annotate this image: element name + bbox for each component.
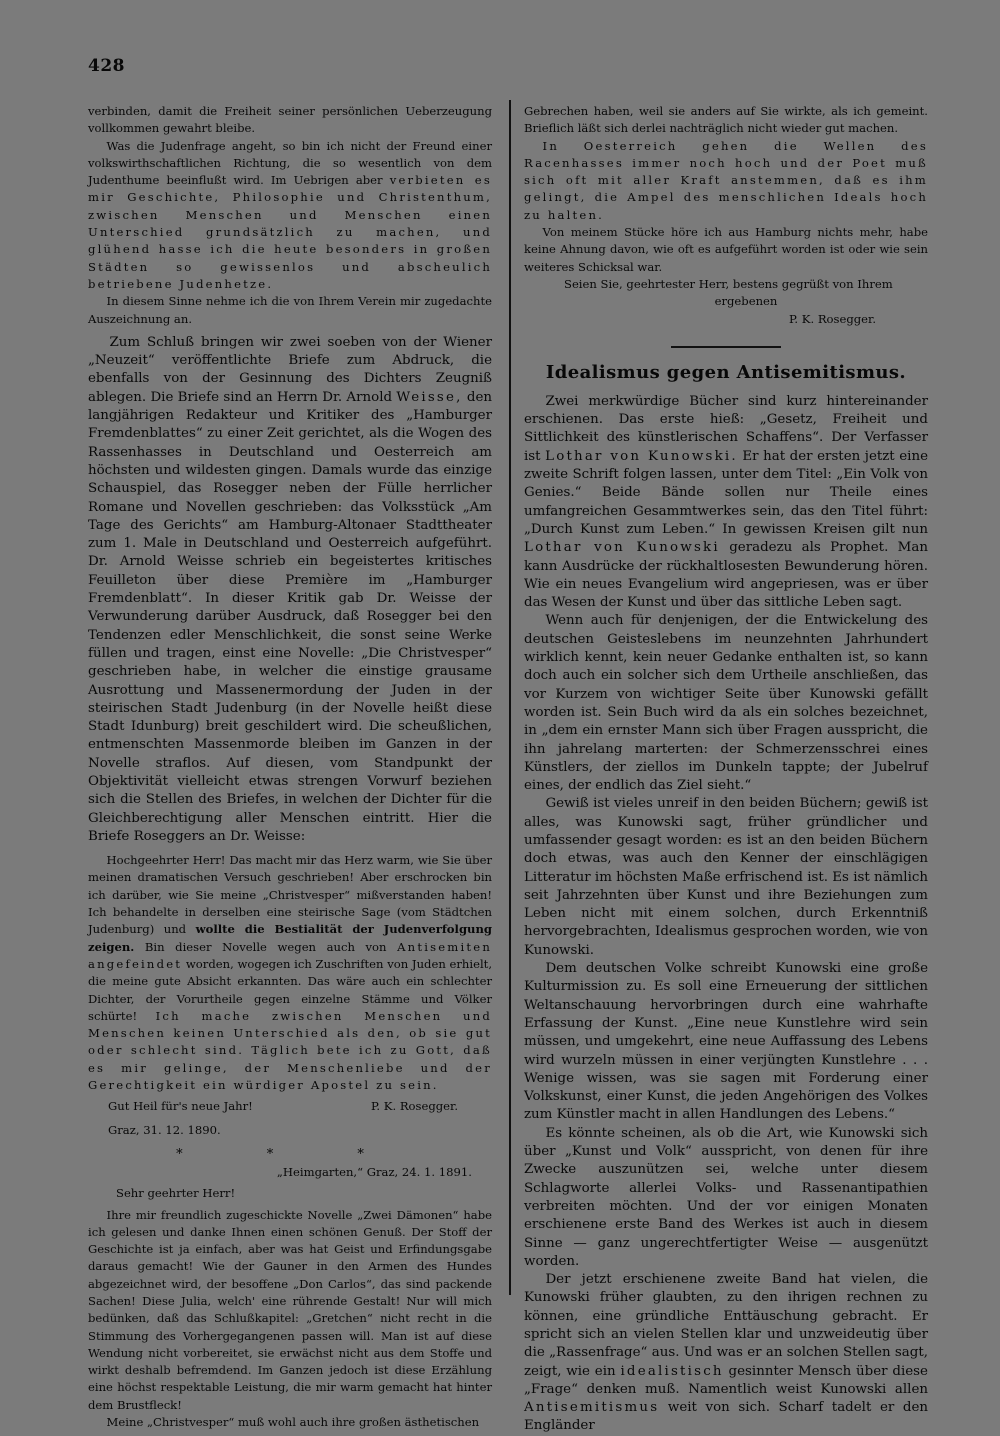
spaced-text: Ich mache zwischen Menschen und Menschen keinen Unterschied als den, ob sie gut oder schlecht sind. Täglich bete ich zu Gott, daß es mir gelinge, der Menschenliebe und der Gerechtigkeit ein würdiger Apostel zu sein. xyxy=(88,1008,492,1093)
paragraph: Wenn auch für denjenigen, der die Entwickelung des deutschen Geisteslebens im neunzehnten Jahrhundert wirklich kennt, kein neuer Gedanke enthalten ist, so kann doch auch ein solcher sich dem Urtheile anschließen, das vor Kurzem von wichtiger Seite über Kunowski gefällt worden ist. Sein Buch wird da als ein solches bezeichnet, in „dem ein ernster Mann sich über Fragen ausspricht, die ihn jahrelang marterten: der Schmerzensschrei eines Künstlers, der ziellos im Dunkeln tappte; der Jubelruf eines, der endlich das Ziel sieht.“ xyxy=(524,613,928,794)
paragraph xyxy=(524,393,928,613)
spaced-text: verbieten es mir Geschichte, Philosophie und Christenthum, zwischen Menschen und Menschen einen Unterschied grundsätzlich zu machen, und glühend hasse ich die heute besonders in großen Städten so gewissenlos und abscheulich betriebene Judenhetze. xyxy=(88,173,492,291)
page-number: 428 xyxy=(88,56,125,76)
text: geradezu als Prophet. Man kann Ausdrücke der rückhaltlosesten Bewunderung hören. Wie ein neues Evangelium wird angepriesen, was er über das Wesen der Kunst und über das sittliche Leben sagt. xyxy=(524,540,928,611)
text: Der jetzt erschienene zweite Band hat vielen, die Kunowski früher glaubten, zu den ihrigen rechnen zu können, eine gründliche Enttäuschung gebracht. Er spricht sich an vielen Stellen klar und unzweideutig über die „Rassenfrage“ aus. Und was er an solchen Stellen sagt, zeigt, wie ein xyxy=(524,1272,928,1379)
paragraph: verbinden, damit die Freiheit seiner persönlichen Ueberzeugung vollkommen gewahrt bleibe. xyxy=(88,104,492,136)
paragraph xyxy=(524,1271,928,1436)
text: Er hat der ersten jetzt eine zweite Schrift folgen lassen, unter dem Titel: „Ein Volk von Genies.“ Beide Bände sollen nur Theile eines umfangreichen Gesammtwerkes sein, das den Titel führt: „Durch Kunst zum Leben.“ In gewissen Kreisen gilt nun xyxy=(524,448,928,537)
spaced-text: Antisemitismus xyxy=(524,1400,660,1416)
letter-paragraph: Meine „Christvesper“ muß wohl auch ihre großen ästhetischen xyxy=(106,1415,480,1430)
text: Bin dieser Novelle wegen auch von xyxy=(144,939,387,954)
section-separator xyxy=(671,346,781,348)
text: gesinnter Mensch über diese „Frage“ denken muß. Namentlich weist Kunowski allen xyxy=(524,1363,928,1397)
text: weit von sich. Scharf tadelt er den Engländer xyxy=(524,1400,929,1434)
text: Zum Schluß bringen wir zwei soeben von der Wiener „Neuzeit“ veröffentlichte Briefe zum Abdruck, die ebenfalls von der Gesinnung des Dichters Zeugniß ablegen. Die Briefe sind an Herrn Dr. Arnold xyxy=(88,334,492,405)
text: den langjährigen Redakteur und Kritiker des „Hamburger Fremdenblattes“ zu einer Zeit gerichtet, als die Wogen des Rassenhasses in Deutschland und Oesterreich am höchsten und wildesten gingen. Damals wurde das einzige Schauspiel, das Rosegger neben der Fülle herrlicher Romane und Novellen geschrieben: das Volksstück „Am Tage des Gerichts“ am Hamburg-Altonaer Stadttheater zum 1. Male in Deutschland und Oesterreich aufgeführt. Dr. Arnold Weisse schrieb ein begeistertes kritisches Feuilleton über diese Première im „Hamburger Fremdenblatt“. In dieser Kritik gab Dr. Weisse der Verwunderung darüber Ausdruck, daß Rosegger bei den Tendenzen edler Menschlichkeit, die sonst seine Werke füllen und tragen, einst eine Novelle: „Die Christvesper“ geschrieben habe, in welcher die einstige grausame Ausrottung und Massenermordung der Juden in der steirischen Stadt Judenburg (in der Novelle heißt diese Stadt Idunburg) breit geschildert wird. Die scheußlichen, entmenschten Massenmorde bleiben im Ganzen in der Novelle straflos. Auf diesen, vom Standpunkt der Objektivität vielleicht etwas strengen Vorwurf beziehen sich die Stellen des Briefes, in welchen der Dichter für die Gleichberechtigung aller Menschen eintritt. Hier die Briefe Roseggers an Dr. Weisse: xyxy=(88,389,492,844)
letter-date: Graz, 31. 12. 1890. xyxy=(108,1122,221,1137)
text: Hochgeehrter Herr! Das macht mir das Herz warm, wie Sie über meinen dramatischen Versuch geschrieben! Aber erschrocken bin ich darüber, wie Sie meine „Christvesper“ mißverstanden haben! Ich behandelte in derselben eine steirische Sage (vom Städtchen Judenburg) und xyxy=(88,853,492,937)
letter-paragraph: Von meinem Stücke höre ich aus Hamburg nichts mehr, habe keine Ahnung davon, wie oft es aufgeführt worden ist oder wie sein weiteres Schicksal war. xyxy=(524,225,928,274)
spaced-text: Antisemiten angefeindet xyxy=(88,939,492,971)
paragraph: Gewiß ist vieles unreif in den beiden Büchern; gewiß ist alles, was Kunowski sagt, früher gründlicher und umfassender gesagt worden: es ist an den beiden Büchern doch etwas, was auch den Kenner der einschlägigen Litteratur im höchsten Maße erfrischend ist. Es ist nämlich seit Jahrzehnten über Kunst und ihre Beziehungen zum Leben nicht mit einem solchen, durch Erkenntniß hervorgebrachten, Idealismus gesprochen worden, wie von Kunowski. xyxy=(524,796,928,958)
right-column xyxy=(524,103,929,1434)
text: worden, wogegen ich Zuschriften von Juden erhielt, die meine gute Absicht erkannten. Das wäre auch ein schlechter Dichter, der Vorurtheile gegen einzelne Stämme und Völker schürte! xyxy=(88,956,492,1023)
paragraph: Es könnte scheinen, als ob die Art, wie Kunowski sich über „Kunst und Volk“ ausspricht, von denen für ihre Zwecke auszunützen sei, welche unter diesem Schlagworte allerlei Volks- und Rassenantipathien verbreiten möchten. Und der vor einigen Monaten erschienene erste Band des Werkes ist auch in diesem Sinne — ganz ungerechtfertigter Weise — ausgenützt worden. xyxy=(524,1125,928,1269)
bold-text: wollte die Bestialität der Judenverfolgung zeigen. xyxy=(88,922,493,954)
spaced-name: Lothar von Kunowski. xyxy=(545,448,738,464)
separator-stars: * * * xyxy=(176,1146,404,1162)
letter-closing xyxy=(88,1098,492,1115)
letter-paragraph: Ihre mir freundlich zugeschickte Novelle „Zwei Dämonen“ habe ich gelesen und danke Ihnen einen schönen Genuß. Der Stoff der Geschichte ist ja einfach, aber was hat Geist und Erfindungsgabe daraus gemacht! Wie der Gauner in den Armen des Hundes abgezeichnet wird, der besoffene „Don Carlos“, das sind packende Sachen! Diese Julia, welch' eine rührende Gestalt! Nur will mich bedünken, daß das Schlußkapitel: „Gretchen“ nicht recht in die Stimmung des Vorhergegangenen passen will. Man ist auf diese Wendung nicht vorbereitet, sie erwächst nicht aus dem Stoffe und wirkt deshalb befremdend. Im Ganzen jedoch ist diese Erzählung eine höchst respektable Leistung, die mir warm gemacht hat hinter dem Brustfleck! xyxy=(88,1207,492,1412)
paragraph xyxy=(88,138,492,294)
left-column xyxy=(88,103,493,1430)
text: Zwei merkwürdige Bücher sind kurz hintereinander erschienen. Das erste hieß: „Gesetz, Freiheit und Sittlichkeit des künstlerischen Schaffens“. Der Verfasser ist xyxy=(524,393,928,464)
signature: P. K. Rosegger. xyxy=(788,311,876,326)
letter-paragraph xyxy=(88,852,492,1094)
spaced-name: Lothar von Kunowski xyxy=(524,540,720,556)
letter-closing: Seien Sie, geehrtester Herr, bestens gegrüßt von Ihrem xyxy=(564,276,893,291)
paragraph: Dem deutschen Volke schreibt Kunowski eine große Kulturmission zu. Es soll eine Erneuerung der sittlichen Weltanschauung hervorbringen durch eine wahrhafte Erfassung der Kunst. „Eine neue Kunstlehre wird sein müssen, und umgekehrt, eine neue Auffassung des Lebens wird wurzeln müssen in einer verjüngten Kunstlehre . . . Wenige wissen, was sie sagen mit Forderung einer Volkskunst, einer Kunst, die jeden Angehörigen des Volkes zum Künstler macht in allen Handlungen des Lebens.“ xyxy=(524,961,928,1123)
letter-paragraph: In Oesterreich gehen die Wellen des Racenhasses immer noch hoch und der Poet muß sich oft mit aller Kraft anstemmen, daß es ihm gelingt, die Ampel des menschlichen Ideals hoch zu halten. xyxy=(524,138,928,222)
signature: P. K. Rosegger. xyxy=(370,1099,458,1114)
paragraph: In diesem Sinne nehme ich die von Ihrem Verein mir zugedachte Auszeichnung an. xyxy=(88,294,492,326)
paragraph xyxy=(88,334,492,846)
closing-text: Gut Heil für's neue Jahr! xyxy=(108,1099,253,1114)
column-divider xyxy=(509,100,511,1295)
letter-ergebenen: ergebenen xyxy=(714,294,778,309)
spaced-name: Weisse, xyxy=(396,389,463,405)
letter-heading: „Heimgarten,“ Graz, 24. 1. 1891. xyxy=(276,1164,472,1179)
text: Was die Judenfrage angeht, so bin ich nicht der Freund einer volkswirthschaftlichen Richtung, die so wesentlich von dem Judenthume beeinflußt wird. Im Uebrigen aber xyxy=(88,138,492,188)
letter-greeting: Sehr geehrter Herr! xyxy=(116,1186,236,1201)
spaced-text: idealistisch xyxy=(620,1363,724,1379)
letter-paragraph: Gebrechen haben, weil sie anders auf Sie wirkte, als ich gemeint. Brieflich läßt sich derlei nachträglich nicht wieder gut machen. xyxy=(524,104,928,136)
article-heading: Idealismus gegen Antisemitismus. xyxy=(545,361,907,383)
